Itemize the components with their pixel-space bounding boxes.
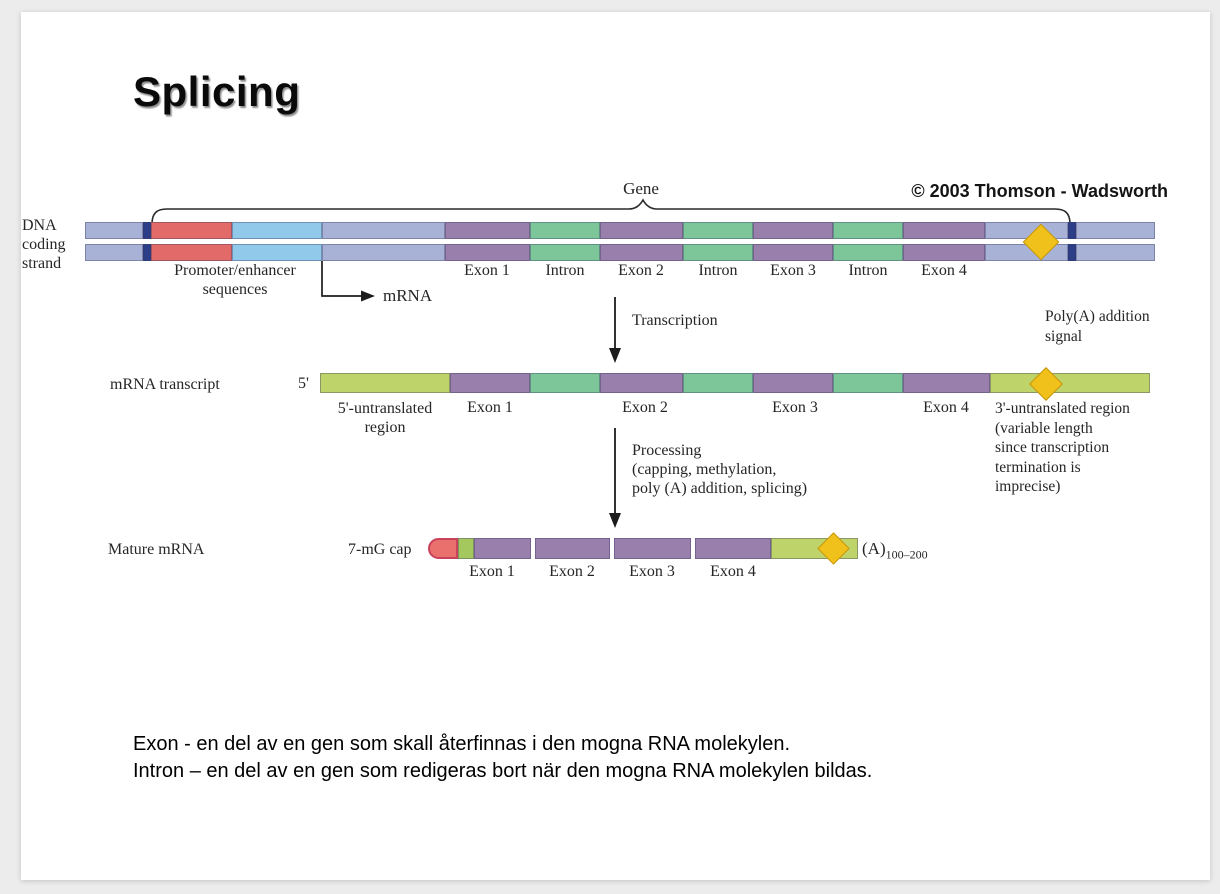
segment-seven-mG-cap <box>428 538 458 559</box>
segment-exon1 <box>450 373 530 393</box>
segment-intron3 <box>833 373 903 393</box>
segment-utr3 <box>990 373 1150 393</box>
five-prime-label: 5' <box>298 375 309 392</box>
segment-label: Exon 2 <box>618 262 664 279</box>
segment-label: Exon 3 <box>770 262 816 279</box>
exon-definition: Exon - en del av en gen som skall återfinnas i den mogna RNA molekylen. <box>133 733 791 755</box>
segment-intron1 <box>530 373 600 393</box>
segment-exon1 <box>445 244 530 261</box>
segment-exon4 <box>903 244 985 261</box>
segment-enhancer <box>232 244 322 261</box>
copyright-notice: © 2003 Thomson - Wadsworth <box>911 181 1168 201</box>
segment-spacer <box>322 222 445 239</box>
segment-promoter <box>151 244 232 261</box>
segment-exon1 <box>445 222 530 239</box>
transcript-row-label: mRNA transcript <box>110 376 220 393</box>
segment-cap-linker <box>458 538 474 559</box>
segment-spacer <box>322 244 445 261</box>
promoter-label: Promoter/enhancer sequences <box>174 262 296 298</box>
segment-label: Intron <box>545 262 585 279</box>
mature-mrna-bar <box>428 538 858 559</box>
mrna-transcript-bar <box>320 373 1150 393</box>
segment-label: Exon 4 <box>923 399 969 416</box>
segment-label: Exon 1 <box>467 399 513 416</box>
intron-definition: Intron – en del av en gen som redigeras bort när den mogna RNA molekylen bildas. <box>133 760 873 782</box>
segment-exon3 <box>614 538 691 559</box>
processing-label: Processing (capping, methylation, poly (A) addition, splicing) <box>632 442 808 497</box>
segment-tss-boundary <box>143 222 151 239</box>
segment-label: Exon 3 <box>772 399 818 416</box>
segment-label: Intron <box>848 262 888 279</box>
segment-intron1 <box>530 244 600 261</box>
segment-downstream <box>1076 222 1155 239</box>
segment-enhancer <box>232 222 322 239</box>
segment-promoter <box>151 222 232 239</box>
dna-bar-top-strand <box>85 222 1155 239</box>
segment-utr5 <box>320 373 450 393</box>
cap-label: 7-mG cap <box>348 541 412 558</box>
segment-intron3 <box>833 222 903 239</box>
segment-downstream <box>1076 244 1155 261</box>
segment-intron2 <box>683 244 753 261</box>
segment-intron2 <box>683 222 753 239</box>
segment-exon4 <box>903 222 985 239</box>
segment-exon4 <box>695 538 771 559</box>
mrna-arrow-label: mRNA <box>383 286 433 305</box>
polyA-signal-label: Poly(A) addition signal <box>1045 308 1150 345</box>
segment-exon1 <box>474 538 531 559</box>
dna-strand-label: DNA coding strand <box>22 217 66 272</box>
segment-exon3 <box>753 244 833 261</box>
segment-termination-boundary <box>1068 222 1076 239</box>
segment-exon4 <box>903 373 990 393</box>
segment-label: Exon 3 <box>629 563 675 580</box>
utr3-label: 3'-untranslated region (variable length since transcription termination is imprecise) <box>995 400 1130 495</box>
segment-exon3 <box>753 222 833 239</box>
segment-tss-boundary <box>143 244 151 261</box>
segment-label: Exon 4 <box>710 563 756 580</box>
segment-intron2 <box>683 373 753 393</box>
gene-label: Gene <box>623 179 659 198</box>
utr5-label: 5'-untranslated region <box>337 400 433 436</box>
segment-exon2 <box>535 538 610 559</box>
mature-row-label: Mature mRNA <box>108 541 205 558</box>
segment-label: Exon 2 <box>622 399 668 416</box>
segment-exon2 <box>600 222 683 239</box>
segment-upstream <box>85 222 143 239</box>
segment-termination-boundary <box>1068 244 1076 261</box>
segment-upstream <box>85 244 143 261</box>
slide-title: Splicing <box>133 68 301 115</box>
transcription-label: Transcription <box>632 312 718 329</box>
segment-intron3 <box>833 244 903 261</box>
segment-exon2 <box>600 244 683 261</box>
segment-exon3 <box>753 373 833 393</box>
segment-label: Exon 4 <box>921 262 967 279</box>
dna-bar-bottom-strand <box>85 244 1155 261</box>
segment-label: Exon 1 <box>464 262 510 279</box>
segment-label: Intron <box>698 262 738 279</box>
segment-label: Exon 1 <box>469 563 515 580</box>
segment-exon2 <box>600 373 683 393</box>
definitions-text <box>133 731 872 785</box>
polyA-tail-label: $(A)_{100-200}$ <box>862 539 928 562</box>
segment-label: Exon 2 <box>549 563 595 580</box>
segment-intron1 <box>530 222 600 239</box>
